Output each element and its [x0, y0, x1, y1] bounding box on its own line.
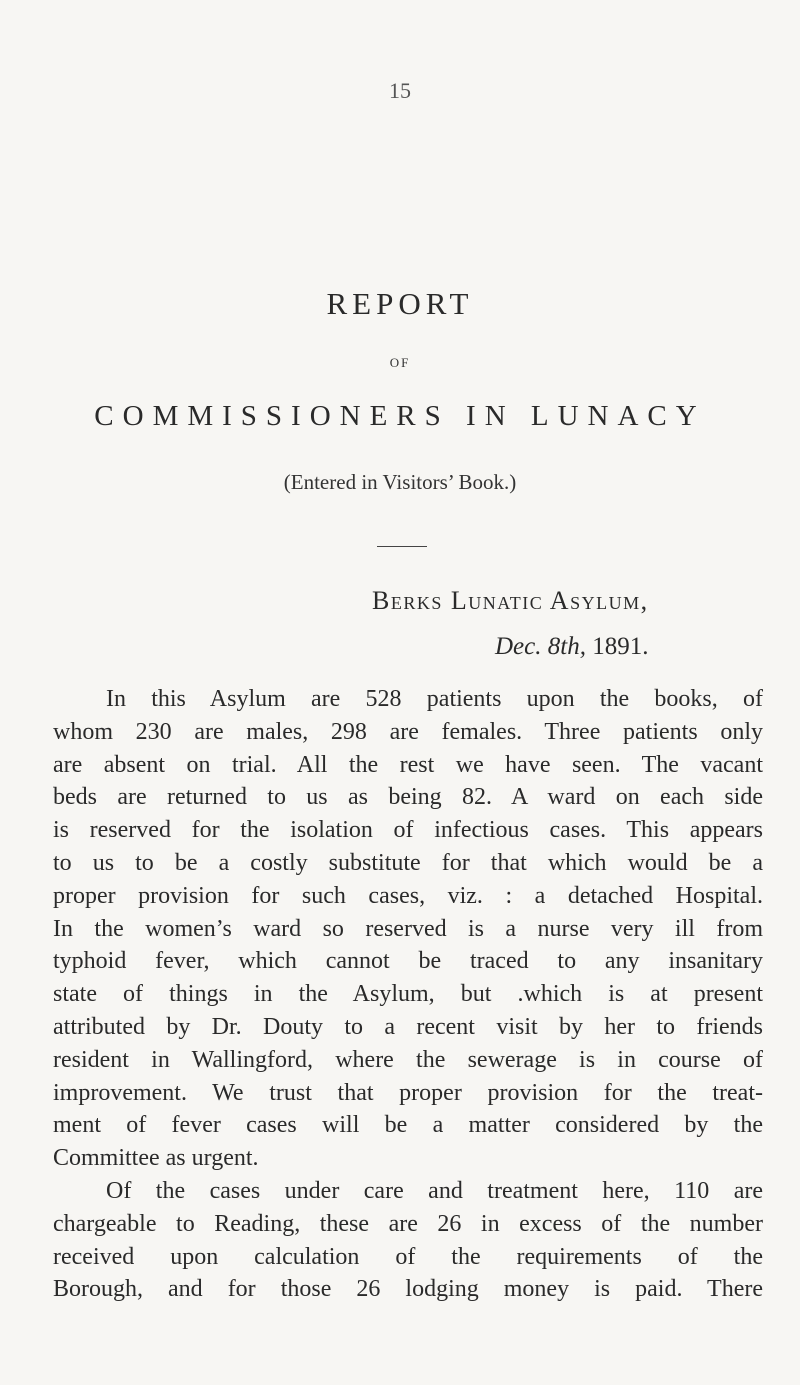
text-line: to us to be a costly substitute for that which would be a: [53, 849, 763, 876]
text-line: Committee as urgent.: [53, 1145, 259, 1172]
paragraph-1: [53, 683, 763, 1175]
text-line: whom 230 are males, 298 are females. Three patients only: [53, 718, 763, 745]
dateline-month: Dec.: [495, 633, 542, 660]
title-connector: OF: [389, 355, 411, 370]
report-subtitle: COMMISSIONERS IN LUNACY: [94, 400, 706, 432]
text-line: chargeable to Reading, these are 26 in excess of the number: [53, 1210, 763, 1237]
text-line: is reserved for the isolation of infectious cases. This appears: [53, 817, 763, 844]
text-line: In the women’s ward so reserved is a nurse very ill from: [53, 915, 763, 942]
section-divider: [377, 546, 427, 547]
text-line: improvement. We trust that proper provision for the treat-: [53, 1079, 763, 1106]
dateline-place: Berks Lunatic Asylum,: [372, 586, 649, 615]
text-line: Of the cases under care and treatment here, 110 are: [106, 1177, 763, 1204]
text-line: state of things in the Asylum, but .which is at present: [53, 981, 763, 1008]
text-line: resident in Wallingford, where the sewerage is in course of: [53, 1046, 763, 1073]
dateline-year: 1891.: [592, 633, 649, 660]
text-line: In this Asylum are 528 patients upon the books, of: [106, 686, 763, 712]
report-title: REPORT: [326, 286, 474, 321]
text-line: beds are returned to us as being 82. A ward on each side: [53, 784, 763, 811]
text-line: typhoid fever, which cannot be traced to any insanitary: [53, 948, 763, 975]
entry-note: (Entered in Visitors’ Book.): [283, 470, 517, 494]
text-line: received upon calculation of the requirements of the: [53, 1243, 763, 1270]
dateline-day: 8th,: [547, 633, 586, 660]
dateline-date: [495, 633, 648, 661]
paragraph-2: [53, 1175, 763, 1306]
text-line: proper provision for such cases, viz. : a detached Hospital.: [53, 882, 763, 909]
page-number: 15: [389, 78, 411, 103]
text-line: attributed by Dr. Douty to a recent visit by her to friends: [53, 1013, 763, 1040]
text-line: Borough, and for those 26 lodging money is paid. There: [53, 1276, 763, 1303]
text-line: are absent on trial. All the rest we have seen. The vacant: [53, 751, 763, 778]
report-body: [53, 683, 763, 1306]
text-line: ment of fever cases will be a matter considered by the: [53, 1112, 763, 1139]
